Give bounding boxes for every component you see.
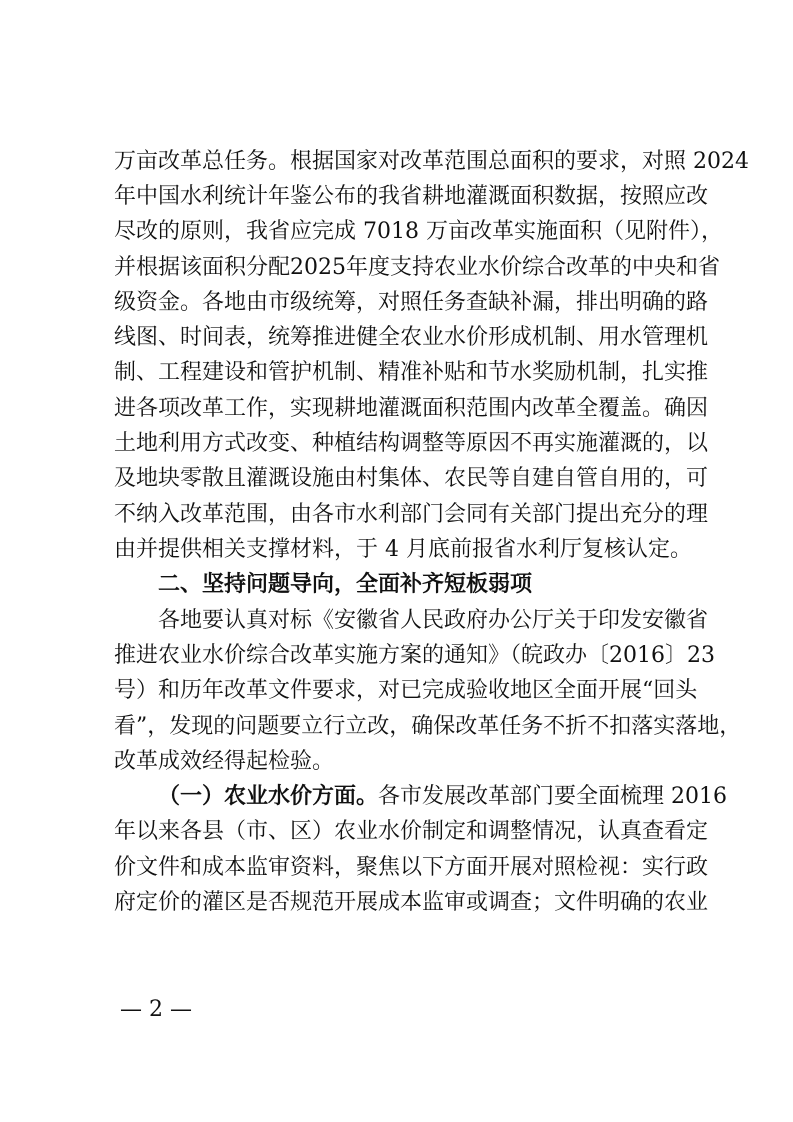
text-line: 及地块零散且灌溉设施由村集体、农民等自建自管自用的，可 — [114, 466, 709, 491]
text-line: 年以来各县（市、区）农业水价制定和调整情况，认真查看定 — [114, 819, 709, 844]
text-line: 府定价的灌区是否规范开展成本监审或调查；文件明确的农业 — [114, 890, 709, 915]
text-line: 线图、时间表，统筹推进健全农业水价形成机制、用水管理机 — [114, 325, 709, 350]
text-line — [158, 782, 727, 812]
text-line: 进各项改革工作，实现耕地灌溉面积范围内改革全覆盖。确因 — [114, 396, 709, 421]
text-line: 由并提供相关支撑材料，于 4 月底前报省水利厅复核认定。 — [114, 537, 692, 562]
subsection-lead: （一）农业水价方面。 — [158, 784, 379, 809]
text-line: 级资金。各地由市级统筹，对照任务查缺补漏，排出明确的路 — [114, 290, 709, 315]
text-line: 不纳入改革范围，由各市水利部门会同有关部门提出充分的理 — [114, 502, 709, 527]
text-line: 推进农业水价综合改革实施方案的通知》（皖政办〔2016〕23 — [114, 643, 715, 668]
text-line: 土地利用方式改变、种植结构调整等原因不再实施灌溉的，以 — [114, 431, 709, 456]
section-heading: 二、坚持问题导向，全面补齐短板弱项 — [158, 572, 533, 597]
text-line: 尽改的原则，我省应完成 7018 万亩改革实施面积（见附件）， — [114, 219, 723, 244]
text-line: 价文件和成本监审资料，聚焦以下方面开展对照检视：实行政 — [114, 855, 709, 880]
text-line: 各地要认真对标《安徽省人民政府办公厅关于印发安徽省 — [158, 608, 709, 633]
page-number: — 2 — — [120, 997, 192, 1022]
text-line: 年中国水利统计年鉴公布的我省耕地灌溉面积数据，按照应改 — [114, 184, 709, 209]
text-line: 并根据该面积分配2025年度支持农业水价综合改革的中央和省 — [114, 255, 720, 280]
text-run: 各市发展改革部门要全面梳理 2016 — [378, 784, 727, 809]
text-line: 看”，发现的问题要立行立改，确保改革任务不折不扣落实落地， — [114, 714, 742, 739]
text-line: 改革成效经得起检验。 — [114, 749, 335, 774]
text-line: 万亩改革总任务。根据国家对改革范围总面积的要求，对照 2024 — [114, 149, 749, 174]
text-line: 号）和历年改革文件要求，对已完成验收地区全面开展“回头 — [114, 678, 698, 703]
text-line: 制、工程建设和管护机制、精准补贴和节水奖励机制，扎实推 — [114, 360, 709, 385]
